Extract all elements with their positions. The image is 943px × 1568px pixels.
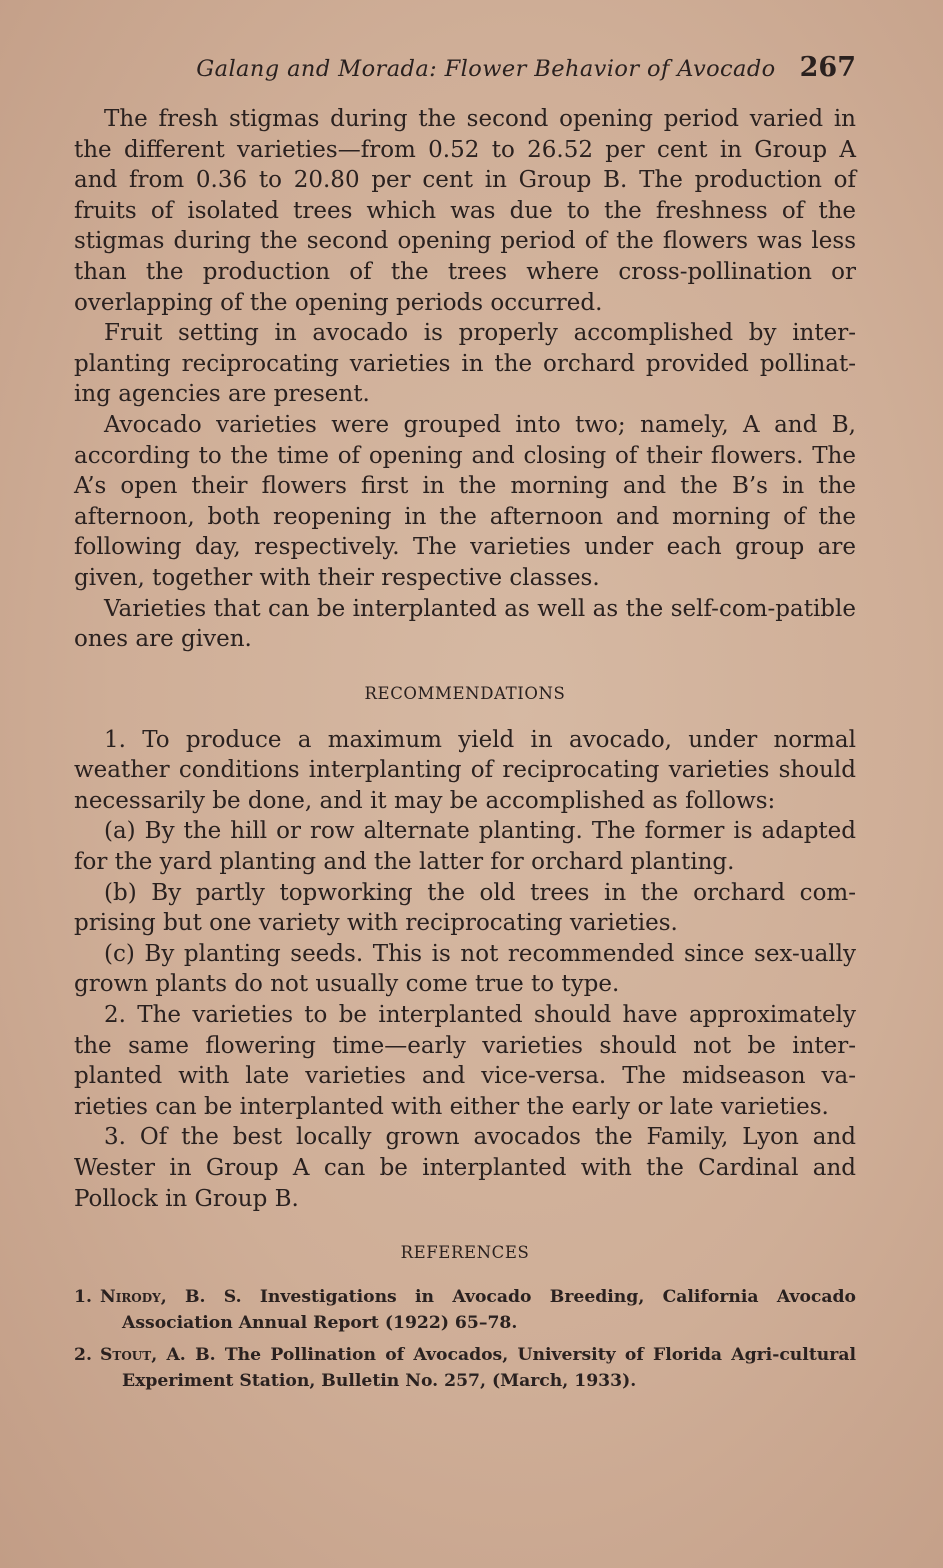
recommendation-paragraph: (c) By planting seeds. This is not recommended since sex-ually grown plants do not usually come true to type.: [74, 940, 856, 998]
body-paragraph: Varieties that can be interplanted as well as the self-com-patible ones are given.: [74, 595, 856, 653]
reference-item: [74, 1284, 856, 1336]
body-paragraph: Fruit setting in avocado is properly accomplished by inter-planting reciprocating varieties in the orchard provided pollinat-ing agencies are present.: [74, 320, 856, 408]
references-heading: REFERENCES: [400, 1243, 530, 1263]
reference-text: Investigations in Avocado Breeding, California Avocado Association Annual Report (1922) 65–78.: [122, 1287, 856, 1334]
recommendation-paragraph: 3. Of the best locally grown avocados the Family, Lyon and Wester in Group A can be interplanted with the Cardinal and Pollock in Group B.: [74, 1124, 856, 1212]
recommendation-paragraph: 2. The varieties to be interplanted should have approximately the same flowering time—early varieties should not be inter-planted with late varieties and vice-versa. The midseason va-rieties can be interplanted with either the early or late varieties.: [74, 1002, 856, 1120]
reference-number: 2.: [74, 1345, 92, 1366]
reference-item: [74, 1342, 856, 1394]
reference-author: Stout, A. B.: [100, 1345, 216, 1366]
recommendation-paragraph: (a) By the hill or row alternate planting. The former is adapted for the yard planting and the latter for orchard planting.: [74, 818, 856, 876]
page-number: 267: [799, 52, 856, 83]
body-paragraph: Avocado varieties were grouped into two; namely, A and B, according to the time of opening and closing of their flowers. The A’s open their flowers first in the morning and the B’s in the afternoon, both reopening in the afternoon and morning of the following day, respectively. The varieties under each group are given, together with their respective classes.: [74, 411, 856, 591]
body-paragraph: The fresh stigmas during the second opening period varied in the different varieties—from 0.52 to 26.52 per cent in Group A and from 0.36 to 20.80 per cent in Group B. The production of fruits of isolated trees which was due to the freshness of the stigmas during the second opening period of the flowers was less than the production of the trees where cross-pollination or overlapping of the opening periods occurred.: [74, 106, 856, 316]
book-page: [74, 52, 856, 1400]
recommendation-paragraph: 1. To produce a maximum yield in avocado, under normal weather conditions interplanting of reciprocating varieties should necessarily be done, and it may be accomplished as follows:: [74, 726, 856, 814]
reference-text: The Pollination of Avocados, University of Florida Agri-cultural Experiment Station, Bulletin No. 257, (March, 1933).: [122, 1345, 856, 1392]
recommendation-paragraph: (b) By partly topworking the old trees in the orchard com-prising but one variety with reciprocating varieties.: [74, 879, 856, 937]
reference-number: 1.: [74, 1287, 92, 1308]
recommendations-heading: RECOMMENDATIONS: [364, 683, 566, 703]
running-title: Galang and Morada: Flower Behavior of Avocado: [196, 56, 776, 82]
reference-author: Nirody, B. S.: [100, 1287, 242, 1308]
running-header: [74, 52, 856, 94]
